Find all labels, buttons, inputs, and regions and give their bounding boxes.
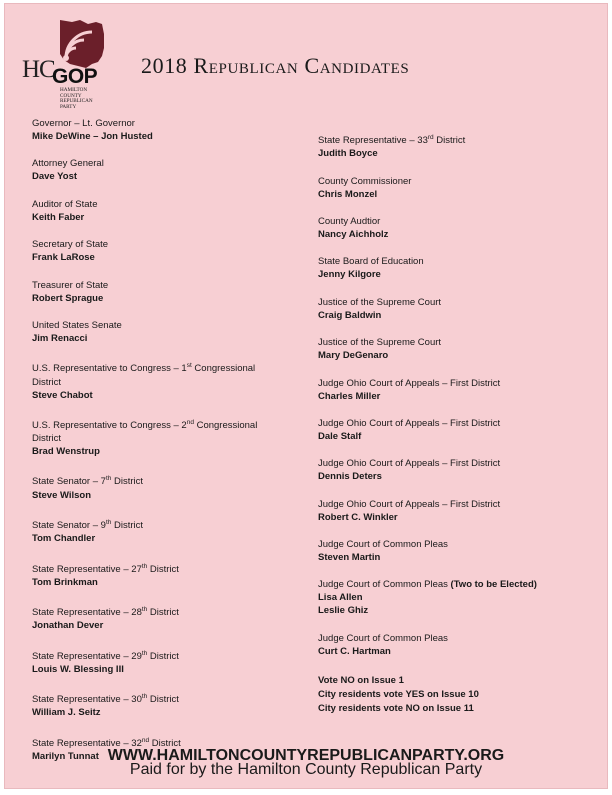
candidate-name: Steven Martin bbox=[318, 552, 381, 564]
issue-recommendation: City residents vote YES on Issue 10 bbox=[318, 688, 479, 700]
candidate-entry bbox=[32, 157, 302, 183]
candidate-name: Frank LaRose bbox=[32, 252, 95, 264]
candidate-entry bbox=[318, 336, 598, 362]
office-label: U.S. Representative to Congress – 2nd Congressional District bbox=[32, 418, 258, 445]
candidate-name: Jim Renacci bbox=[32, 332, 88, 344]
office-label: Judge Court of Common Pleas (Two to be Elected) bbox=[318, 579, 537, 591]
candidate-name: Craig Baldwin bbox=[318, 309, 382, 321]
office-label: County Audtior bbox=[318, 215, 381, 227]
logo-subtitle: HAMILTON COUNTY REPUBLICAN PARTY bbox=[60, 87, 93, 110]
candidate-entry bbox=[318, 255, 598, 281]
issue-recommendation: Vote NO on Issue 1 bbox=[318, 674, 404, 686]
ballot-issues bbox=[318, 674, 598, 716]
candidate-name: Tom Chandler bbox=[32, 533, 96, 545]
party-website: WWW.HAMILTONCOUNTYREPUBLICANPARTY.ORG bbox=[107, 747, 505, 764]
candidate-entry bbox=[318, 632, 598, 658]
office-label: Judge Court of Common Pleas bbox=[318, 539, 448, 551]
candidate-entry bbox=[318, 296, 598, 322]
candidate-name: Brad Wenstrup bbox=[32, 446, 100, 458]
candidate-name: Steve Chabot bbox=[32, 389, 93, 401]
office-label: State Representative – 32nd District bbox=[32, 736, 181, 749]
candidate-name: Chris Monzel bbox=[318, 188, 378, 200]
candidate-entry bbox=[32, 198, 302, 224]
candidate-name: Keith Faber bbox=[32, 211, 85, 223]
candidate-name: Mike DeWine – Jon Husted bbox=[32, 131, 153, 142]
candidate-entry bbox=[32, 690, 302, 719]
candidate-entry bbox=[32, 279, 302, 305]
candidate-entry bbox=[32, 416, 302, 458]
candidate-entry bbox=[32, 603, 302, 632]
office-label: State Representative – 27th District bbox=[32, 562, 179, 575]
office-label: United States Senate bbox=[32, 319, 122, 331]
candidate-name: Dale Stalf bbox=[318, 430, 362, 442]
paid-for-disclaimer: Paid for by the Hamilton County Republican Party bbox=[129, 761, 483, 778]
candidate-entry bbox=[32, 117, 302, 143]
office-label: Judge Ohio Court of Appeals – First District bbox=[318, 417, 501, 429]
candidate-entry bbox=[32, 560, 302, 589]
candidate-name: Marilyn Tunnat bbox=[32, 750, 99, 762]
candidate-name: Louis W. Blessing III bbox=[32, 663, 124, 675]
candidate-name: Dennis Deters bbox=[318, 471, 382, 483]
logo-gop-text: GOP bbox=[52, 65, 98, 88]
title-text: 2018 Republican Candidates bbox=[141, 53, 410, 78]
office-label: Judge Court of Common Pleas bbox=[318, 632, 448, 644]
candidate-entry bbox=[318, 175, 598, 201]
candidate-entry bbox=[32, 472, 302, 501]
candidate-entry bbox=[318, 215, 598, 241]
office-label: Judge Ohio Court of Appeals – First District bbox=[318, 498, 501, 510]
office-label: Justice of the Supreme Court bbox=[318, 296, 442, 308]
office-label: State Representative – 28th District bbox=[32, 606, 179, 619]
candidate-name: Leslie Ghiz bbox=[318, 605, 369, 617]
office-label: U.S. Representative to Congress – 1st Congressional District bbox=[32, 362, 256, 388]
candidate-entry bbox=[318, 131, 598, 160]
candidate-name: Judith Boyce bbox=[318, 148, 378, 160]
flyer-page bbox=[4, 3, 608, 789]
page-title bbox=[141, 53, 409, 79]
candidate-entry bbox=[318, 578, 598, 617]
office-label: State Senator – 7th District bbox=[32, 475, 144, 488]
candidate-name: Jenny Kilgore bbox=[318, 269, 381, 281]
office-label: Justice of the Supreme Court bbox=[318, 337, 442, 349]
office-label: Judge Ohio Court of Appeals – First District bbox=[318, 458, 501, 470]
left-candidate-column bbox=[32, 117, 302, 777]
hcgop-logo bbox=[20, 18, 116, 114]
office-label: Judge Ohio Court of Appeals – First District bbox=[318, 377, 501, 389]
candidate-name: Jonathan Dever bbox=[32, 620, 104, 632]
office-label: Auditor of State bbox=[32, 198, 98, 210]
office-label: Secretary of State bbox=[32, 239, 109, 251]
office-label: State Representative – 30th District bbox=[32, 693, 179, 706]
office-label: State Senator – 9th District bbox=[32, 518, 144, 532]
candidate-entry bbox=[32, 238, 302, 264]
office-label: State Representative – 29th District bbox=[32, 649, 179, 662]
logo-hc-text: HC bbox=[22, 56, 55, 83]
office-label: County Commissioner bbox=[318, 175, 412, 187]
candidate-entry bbox=[32, 319, 302, 345]
right-candidate-column bbox=[318, 131, 598, 716]
candidate-name: Curt C. Hartman bbox=[318, 645, 391, 657]
office-label: Attorney General bbox=[32, 158, 104, 170]
candidate-name: Tom Brinkman bbox=[32, 576, 98, 588]
candidate-entry bbox=[32, 516, 302, 545]
candidate-name: Mary DeGenaro bbox=[318, 350, 389, 362]
candidate-entry bbox=[318, 457, 598, 483]
candidate-name: Charles Miller bbox=[318, 390, 381, 402]
candidate-name: Nancy Aichholz bbox=[318, 228, 389, 240]
candidate-entry bbox=[318, 498, 598, 524]
candidate-entry bbox=[32, 359, 302, 401]
candidate-name: William J. Seitz bbox=[32, 707, 101, 719]
office-label: State Representative – 33rd District bbox=[318, 134, 466, 147]
candidate-entry bbox=[318, 377, 598, 403]
candidate-name: Robert Sprague bbox=[32, 292, 104, 304]
candidate-entry bbox=[32, 647, 302, 676]
candidate-name: Steve Wilson bbox=[32, 489, 92, 501]
issue-recommendation: City residents vote NO on Issue 11 bbox=[318, 702, 474, 714]
candidate-name: Lisa Allen bbox=[318, 592, 363, 604]
candidate-name: Robert C. Winkler bbox=[318, 511, 398, 523]
candidate-name: Dave Yost bbox=[32, 171, 78, 183]
candidate-entry bbox=[318, 417, 598, 443]
office-label: Treasurer of State bbox=[32, 279, 109, 291]
candidate-entry bbox=[318, 538, 598, 564]
office-label: State Board of Education bbox=[318, 256, 424, 268]
office-label: Governor – Lt. Governor bbox=[32, 118, 135, 129]
